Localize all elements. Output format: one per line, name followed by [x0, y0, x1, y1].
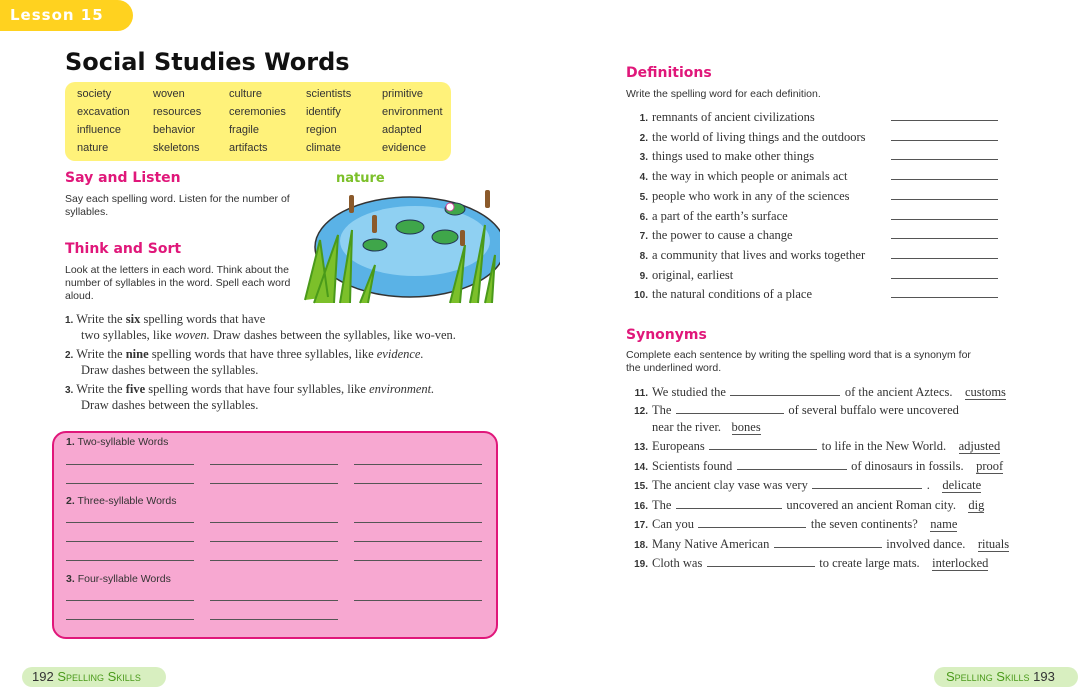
synonym-item [626, 476, 1026, 494]
sentence-start: The [652, 403, 672, 417]
sentence-end: to create large mats. [819, 556, 920, 570]
sentence-continued: near the river. [652, 420, 722, 434]
synonym-item [626, 496, 1026, 514]
word: resources [153, 106, 202, 118]
word-list-box [65, 82, 451, 161]
underlined-word: rituals [977, 537, 1010, 551]
sentence-end: of the ancient Aztecs. [844, 385, 953, 399]
word: influence [77, 124, 122, 136]
lesson-tab: Lesson 15 [0, 0, 133, 31]
definition-text: remnants of ancient civilizations [652, 110, 815, 124]
definitions-instruction: Write the spelling word for each definition. [626, 88, 821, 100]
word: skeletons [153, 142, 200, 154]
definition-item [626, 246, 1006, 264]
item-number: 1. [639, 113, 648, 124]
word: nature [77, 142, 109, 154]
word: excavation [77, 106, 130, 118]
answer-blank[interactable] [774, 538, 882, 548]
item-number: 19. [634, 559, 648, 570]
sentence-start: The [652, 498, 672, 512]
answer-blank[interactable] [676, 404, 784, 414]
item-number: 11. [634, 388, 648, 399]
answer-line[interactable] [891, 258, 998, 259]
page-title: Social Studies Words [65, 48, 350, 76]
say-listen-text: Say each spelling word. Listen for the number of syllables. [65, 193, 290, 218]
word: evidence [382, 142, 427, 154]
definition-item [626, 187, 1006, 205]
answer-line[interactable] [891, 199, 998, 200]
underlined-word: interlocked [932, 556, 989, 570]
definition-text: the world of living things and the outdoors [652, 129, 866, 144]
answer-line[interactable] [210, 560, 338, 561]
word: behavior [153, 124, 196, 136]
answer-line[interactable] [210, 522, 338, 523]
answer-line[interactable] [210, 541, 338, 542]
sentence-end: the seven continents? [810, 517, 918, 531]
sentence-end: to life in the New World. [821, 439, 947, 453]
answer-line[interactable] [354, 483, 482, 484]
sentence-end: of several buffalo were uncovered [788, 403, 959, 417]
definitions-heading: Definitions [626, 65, 712, 81]
sentence-end: of dinosaurs in fossils. [851, 459, 964, 473]
definition-text: things used to make other things [652, 149, 815, 164]
answer-blank[interactable] [676, 499, 782, 509]
underlined-word: name [930, 517, 958, 531]
answer-line[interactable] [891, 179, 998, 180]
definition-text: a part of the earth’s surface [652, 208, 788, 223]
word: environment [382, 106, 443, 118]
item-number: 10. [634, 290, 648, 302]
item-number: 17. [634, 520, 648, 531]
think-sort-heading: Think and Sort [65, 241, 182, 257]
answer-line[interactable] [354, 464, 482, 465]
word: woven [153, 88, 185, 100]
sentence-start: The ancient clay vase was very [652, 478, 808, 492]
synonym-item [626, 515, 1026, 533]
underlined-word: customs [964, 385, 1006, 399]
pond-illustration [300, 185, 500, 307]
item-number: 4. [639, 172, 648, 184]
word: climate [306, 142, 341, 154]
word: adapted [382, 124, 422, 136]
item-number: 18. [634, 540, 648, 551]
answer-blank[interactable] [707, 557, 815, 567]
definition-text: a community that lives and works together [652, 247, 866, 262]
item-number: 5. [639, 191, 648, 203]
footer-right: Spelling Skills 193 [934, 667, 1078, 687]
instruction-2: 2. Write the nine spelling words that have three syllables, like evidence. Draw dashes between the syllables. [65, 347, 424, 377]
answer-blank[interactable] [709, 440, 817, 450]
definition-text: the power to cause a change [652, 228, 793, 243]
definition-text: the way in which people or animals act [652, 169, 848, 184]
definition-text: the natural conditions of a place [652, 287, 813, 302]
word: fragile [229, 124, 259, 136]
item-number: 9. [639, 270, 648, 282]
sentence-end: . [926, 478, 930, 492]
answer-line[interactable] [891, 159, 998, 160]
synonym-item [626, 402, 1026, 435]
answer-line[interactable] [210, 483, 338, 484]
word: identify [306, 106, 341, 118]
synonym-item [626, 554, 1026, 572]
sort-box [52, 431, 498, 639]
sentence-start: Europeans [652, 439, 705, 453]
item-number: 2. [639, 132, 648, 144]
word: society [77, 88, 112, 100]
answer-blank[interactable] [812, 479, 922, 489]
definition-item [626, 108, 1006, 126]
answer-line[interactable] [354, 560, 482, 561]
answer-line[interactable] [210, 464, 338, 465]
sentence-start: Cloth was [652, 556, 703, 570]
synonym-item [626, 457, 1026, 475]
definition-item [626, 167, 1006, 185]
definition-item [626, 266, 1006, 284]
sentence-start: Can you [652, 517, 695, 531]
say-listen-heading: Say and Listen [65, 170, 181, 186]
think-sort-text: Look at the letters in each word. Think about the number of syllables in the word. Spell each word aloud. [65, 264, 291, 302]
word: culture [229, 88, 263, 100]
answer-line[interactable] [210, 600, 338, 601]
item-number: 13. [634, 442, 648, 453]
synonym-item [626, 437, 1026, 455]
underlined-word: bones [731, 420, 761, 434]
word: artifacts [229, 142, 268, 154]
answer-line[interactable] [891, 219, 998, 220]
sort-section-label: 2. Three-syllable Words [66, 495, 177, 507]
answer-line[interactable] [66, 464, 194, 465]
answer-line[interactable] [354, 600, 482, 601]
sort-section-label: 1. Two-syllable Words [66, 436, 169, 448]
definition-item [626, 226, 1006, 244]
answer-line[interactable] [891, 120, 998, 121]
definition-item [626, 285, 1006, 303]
item-number: 15. [634, 481, 648, 492]
definition-text: original, earliest [652, 267, 734, 282]
underlined-word: proof [976, 459, 1004, 473]
answer-line[interactable] [891, 238, 998, 239]
sentence-start: Many Native American [652, 537, 770, 551]
item-number: 8. [639, 250, 648, 262]
underlined-word: adjusted [958, 439, 1001, 453]
word: region [306, 124, 337, 136]
synonym-item [626, 535, 1026, 553]
answer-line[interactable] [66, 541, 194, 542]
answer-line[interactable] [66, 483, 194, 484]
instruction-1: 1. Write the six spelling words that have two syllables, like woven. Draw dashes between the syllables, like wo-ven. [65, 312, 456, 342]
word: primitive [382, 88, 423, 100]
definition-item [626, 207, 1006, 225]
underlined-word: dig [968, 498, 985, 512]
sentence-start: Scientists found [652, 459, 733, 473]
answer-line[interactable] [891, 297, 998, 298]
synonym-item [626, 383, 1026, 401]
item-number: 6. [639, 211, 648, 223]
answer-line[interactable] [354, 522, 482, 523]
item-number: 7. [639, 231, 648, 243]
sentence-end: involved dance. [886, 537, 966, 551]
synonyms-heading: Synonyms [626, 327, 707, 343]
footer-left: 192 Spelling Skills [22, 667, 166, 687]
item-number: 3. [639, 152, 648, 164]
sentence-start: We studied the [652, 385, 726, 399]
answer-line[interactable] [891, 140, 998, 141]
answer-line[interactable] [66, 619, 194, 620]
answer-line[interactable] [891, 278, 998, 279]
word: ceremonies [229, 106, 286, 118]
answer-blank[interactable] [730, 386, 840, 396]
answer-line[interactable] [210, 619, 338, 620]
sentence-end: uncovered an ancient Roman city. [786, 498, 956, 512]
definition-item [626, 147, 1006, 165]
answer-blank[interactable] [737, 460, 847, 470]
sort-section-label: 3. Four-syllable Words [66, 573, 171, 585]
answer-line[interactable] [66, 522, 194, 523]
picture-label: nature [336, 171, 385, 186]
synonyms-instruction: Complete each sentence by writing the spelling word that is a synonym for the underlined word. [626, 349, 971, 374]
answer-blank[interactable] [698, 518, 806, 528]
instruction-3: 3. Write the five spelling words that have four syllables, like environment. Draw dashes between the syllables. [65, 382, 435, 412]
answer-line[interactable] [354, 541, 482, 542]
answer-line[interactable] [66, 560, 194, 561]
item-number: 14. [634, 462, 648, 473]
underlined-word: delicate [942, 478, 982, 492]
answer-line[interactable] [66, 600, 194, 601]
item-number: 16. [634, 501, 648, 512]
item-number: 12. [634, 406, 648, 417]
word: scientists [306, 88, 352, 100]
definition-item [626, 128, 1006, 146]
definition-text: people who work in any of the sciences [652, 188, 850, 203]
